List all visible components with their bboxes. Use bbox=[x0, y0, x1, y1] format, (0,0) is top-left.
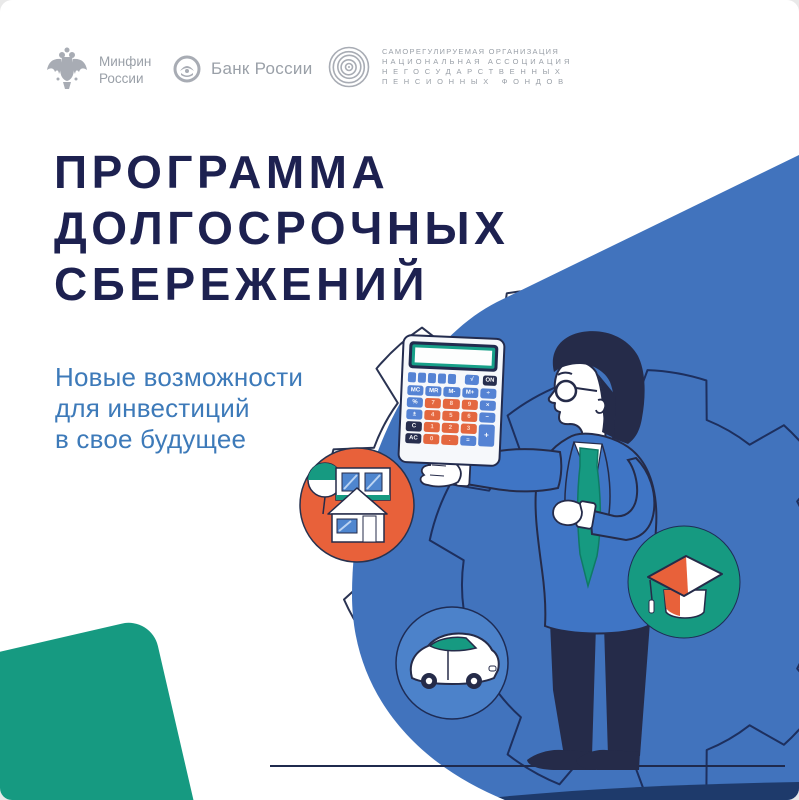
calc-key-mc: MC bbox=[407, 385, 424, 396]
logo-napf bbox=[326, 45, 572, 89]
solar-cell bbox=[438, 373, 446, 383]
page-subtitle bbox=[55, 362, 303, 455]
calc-key-minus: − bbox=[479, 412, 496, 423]
solar-cell bbox=[418, 373, 426, 383]
solar-cell bbox=[428, 373, 436, 383]
calc-key-plusminus: ± bbox=[406, 409, 423, 420]
subtitle-line1: Новые возможности bbox=[55, 362, 304, 392]
subtitle-line3: в свое будущее bbox=[55, 424, 247, 454]
napf-label-line3: НЕГОСУДАРСТВЕННЫХ bbox=[382, 67, 566, 76]
calc-key-7: 7 bbox=[425, 398, 442, 409]
bank-of-russia-label: Банк России bbox=[211, 59, 313, 78]
calculator-keypad bbox=[405, 385, 496, 447]
napf-label-line1: САМОРЕГУЛИРУЕМАЯ ОРГАНИЗАЦИЯ bbox=[382, 47, 560, 56]
calc-key-9: 9 bbox=[461, 399, 478, 410]
calc-key-on: ON bbox=[483, 375, 497, 386]
calculator-solar-row bbox=[408, 372, 497, 386]
napf-label-line2: НАЦИОНАЛЬНАЯ АССОЦИАЦИЯ bbox=[382, 57, 573, 66]
minfin-eagle-icon bbox=[45, 46, 89, 92]
calc-key-percent: % bbox=[407, 397, 424, 408]
calc-key-mr: MR bbox=[425, 386, 442, 397]
calc-key-2: 2 bbox=[442, 423, 459, 434]
logo-minfin bbox=[45, 46, 151, 92]
calc-key-3: 3 bbox=[460, 423, 477, 434]
calc-key-dot: . bbox=[441, 435, 458, 446]
calc-key-1: 1 bbox=[424, 422, 441, 433]
napf-label bbox=[382, 47, 572, 87]
calc-key-4: 4 bbox=[424, 410, 441, 421]
graduation-cap-icon bbox=[628, 526, 740, 638]
calc-key-plus: + bbox=[478, 424, 495, 447]
calc-key-6: 6 bbox=[461, 411, 478, 422]
green-square-shape bbox=[0, 617, 219, 800]
calculator-display bbox=[412, 344, 496, 369]
calc-key-divide: ÷ bbox=[480, 388, 497, 399]
calc-key-equals: = bbox=[460, 435, 477, 446]
calculator-icon bbox=[397, 334, 506, 467]
calc-key-0: 0 bbox=[423, 434, 440, 445]
subtitle-line2: для инвестиций bbox=[55, 393, 250, 423]
calc-key-multiply: × bbox=[479, 400, 496, 411]
logo-bank-of-russia bbox=[172, 54, 313, 84]
bank-russia-eagle-icon bbox=[172, 54, 202, 84]
calc-key-mplus: M+ bbox=[462, 387, 479, 398]
minfin-label-line1: Минфин bbox=[99, 54, 152, 69]
minfin-label-line2: России bbox=[99, 71, 144, 86]
calc-key-ac: AC bbox=[405, 433, 422, 444]
calc-key-c: C bbox=[406, 421, 423, 432]
car-icon bbox=[396, 607, 508, 719]
page-title bbox=[54, 144, 509, 312]
napf-spiral-icon bbox=[326, 45, 372, 89]
calc-key-sqrt: √ bbox=[465, 375, 479, 386]
title-line2: ДОЛГОСРОЧНЫХ bbox=[54, 202, 510, 254]
title-line1: ПРОГРАММА bbox=[54, 146, 390, 198]
calc-key-5: 5 bbox=[443, 411, 460, 422]
solar-cell bbox=[448, 374, 456, 384]
minfin-label bbox=[99, 53, 151, 87]
calc-key-8: 8 bbox=[443, 399, 460, 410]
napf-label-line4: ПЕНСИОННЫХ ФОНДОВ bbox=[382, 77, 569, 86]
solar-cell bbox=[408, 372, 416, 382]
calc-key-mminus: M- bbox=[444, 387, 461, 398]
title-line3: СБЕРЕЖЕНИЙ bbox=[54, 258, 429, 310]
calculator-screen bbox=[408, 341, 498, 372]
house-icon bbox=[300, 448, 414, 562]
